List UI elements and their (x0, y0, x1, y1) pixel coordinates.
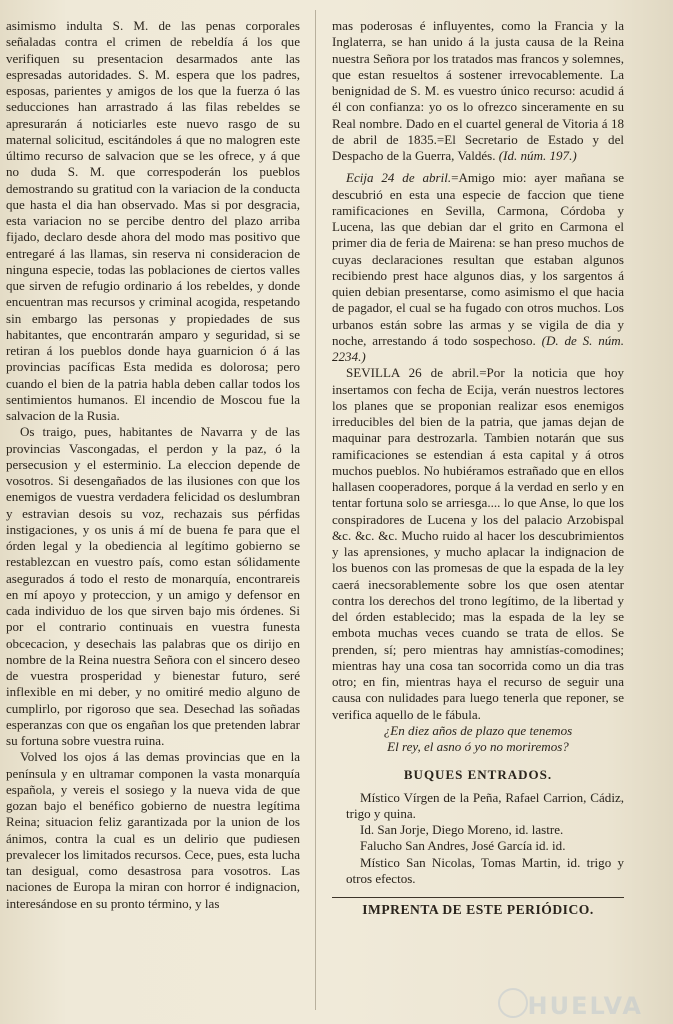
verse-line-1: ¿En diez años de plazo que tenemos (383, 722, 573, 738)
ecija-text: =Amigo mio: ayer mañana se descubrió en esta una especie de faccion que tiene ramificaciones en Sevilla, Carmona, Córdoba y Lucena, las que debian dar el grito en Carmona el primer dia de feria de Mairena: se han preso muchos de cuyas declaraciones resultan que estaban algunos recibiendo prest hace algunos dias, y los sargentos á quien debian presentarse, como asimismo el que hacia de pagador, el cual se ha fugado con otros muchos. Los urbanos están sobre las armas y se vigila de dia y noche, arrestando á todo sospechoso. (332, 170, 624, 348)
source-ref-2: (D. de S. núm. 2234.) (332, 332, 624, 364)
column-divider (315, 10, 316, 1010)
sevilla-text: =Por la noticia que hoy insertamos con fecha de Ecija, verán nuestros lectores los planes que se proponian realizar esos enemigos irreducibles del bien de la patria, que jamas dejan de maquinar para destrozarla. Tambien notarán que sus ramificaciones se estendian á esta capital y á otros muchos pueblos. No hubiéramos estrañado que en ellos hallasen cooperadores, porque á la verdad en serlo y en tentar fortuna solo se arriesga.... lo que Anse, lo que los conspiradores de Lucena y los del palacio Arzobispal &c. &c. &c. Mucho ruido al hacer los descubrimientos y las aprensiones, y mucho aplacar la indignacion de los buenos con las promesas de que la espada de la ley caerá inecsorablemente sobre los que osen atentar contra los derechos del trono legítimo, de la libertad y del órden establecido; mas la espada de la ley se embota muchas veces cuando se trata de ellos. Se prenden, sí; pero mientras hay amnistías-comodines; mientras hay una cosa tan socorrida como un dia tras otro; en fin, mientras haya el recurso de seguir una causa con nulidades para luego tenerla que reponer, se verifica aquello de le fábula. (332, 365, 624, 722)
ecija-report (332, 170, 624, 365)
left-column (6, 18, 300, 1006)
ship-entry: Id. San Jorje, Diego Moreno, id. lastre. (360, 822, 564, 837)
watermark-seal-icon (498, 988, 528, 1018)
printer-imprint: IMPRENTA DE ESTE PERIÓDICO. (332, 897, 624, 918)
proclamation-text: mas poderosas é influyentes, como la Francia y la Inglaterra, se han unido á la justa causa de la Reina nuestra Señora por los tratados mas francos y solemnes, que estan resueltos á sostener irrevocablemente. La benignidad de S. M. es vuestro único recurso: acudid á él con confianza: yo os lo ofrezco sinceramente en su Real nombre. Dado en el cuartel general de Vitoria á 18 de abril de 1835.=El Secretario de Estado y del Despacho de la Guerra, Valdés. (332, 18, 624, 163)
ship-entry: Místico San Nicolas, Tomas Martin, id. trigo y otros efectos. (346, 854, 624, 886)
sevilla-dateline: SEVILLA 26 de abril. (346, 365, 480, 381)
ship-entry: Falucho San Andres, José García id. id. (360, 838, 566, 854)
ecija-dateline: Ecija 24 de abril. (346, 170, 452, 186)
proclamation-paragraph-1: asimismo indulta S. M. de las penas corporales señaladas contra el crimen de rebeldía á los que verifiquen su presentacion desarmados ante las espresadas autoridades. S. M. espera que los padres, esposas, parientes y amigos de los que la fuerza ó las seducciones han arrastrado á las filas rebeldes se apresurarán á noticiarles este nuevo rasgo de su maternal solicitud, escitándoles á que no malogren este último recurso de salvacion que se les ofrece, y á que no duda S. M. que correspoderán los pueblos demostrando su gratitud con la variacion de la conducta que hasta el dia han observado. Mas si por desgracia, esta variacion no se percibe dentro del plazo arriba fijado, declaro desde ahora del modo mas positivo que entregaré á las llamas, sin reserva ni consideracion de ninguna especie, todas las poblaciones de ciertos valles que sirven de refugio ordinario á los rebeldes, y donde encuentran mas recursos y criminal acogida, respetando sin embargo las personas y propiedades de sus habitantes, que encontrarán amparo y seguridad, si se retiran á los pueblos donde haya guarnicion ó á las provincias pacíficas Esta medida es dolorosa; pero cuando el bien de la patria habla deben callar todos los sentimientos humanos. El incendio de Moscou fue la salvacion de la Rusia. (6, 18, 300, 423)
verse-line-2: El rey, el asno ó yo no moriremos? (387, 739, 569, 754)
proclamation-paragraph-3: Volved los ojos á las demas provincias que en la península y en ultramar componen la vasta monarquía española, y vereis el sosiego y la nueva vida de que gozan bajo el benéfico gobierno de nuestra legítima Reina; situacion feliz garantizada por la union de los ánimos, contra la cual es un delirio que pudiesen prevalecer los limitados recursos. Cece, pues, esta lucha tan desigual, como desastrosa para vosotros. Las naciones de Europa la miran con horror é indignacion, interesándose en su pronto término, y las (6, 749, 300, 911)
right-column (332, 18, 624, 1006)
proclamation-paragraph-2: Os traigo, pues, habitantes de Navarra y de las provincias Vascongadas, el perdon y la paz, ó la persecusion y el esterminio. La eleccion depende de vosotros. Si desengañados de las ilusiones con que los enemigos de vuestra verdadera felicidad os deslumbran y estravian desois su voz, rechazais sus pérfidas instigaciones, y os unis á mí de buena fe para que el órden legal y la obediencia al legítimo gobierno se restablezcan en vuestro país, como estan sólidamente asegurados á todo el resto de monarquía, encontrareis en mí apoyo y proteccion, y un amigo y defensor en cada individuo de los que sirven bajo mis órdenes. Si por el contrario continuais en vuestra funesta obcecacion, y desechais las palabras que os dirijo en nombre de la Reina nuestra Señora con el sincero deseo de vuestra prosperidad y bienestar futuro, seré inflexible en mi deber, y no omitiré medio alguno de cumplirlo, por rigoroso que sea. Desechad las soñadas esperanzas con que os engañan los que pretenden labrar su fortuna sobre vuestra ruina. (6, 424, 300, 748)
sevilla-report (332, 365, 624, 723)
ships-heading: BUQUES ENTRADOS. (403, 767, 553, 783)
proclamation-continuation (332, 18, 624, 164)
ship-entry: Místico Vírgen de la Peña, Rafael Carrion, Cádiz, trigo y quina. (346, 789, 624, 821)
watermark-text: HUELVA (527, 992, 643, 1020)
source-ref-1: (Id. núm. 197.) (498, 148, 577, 163)
